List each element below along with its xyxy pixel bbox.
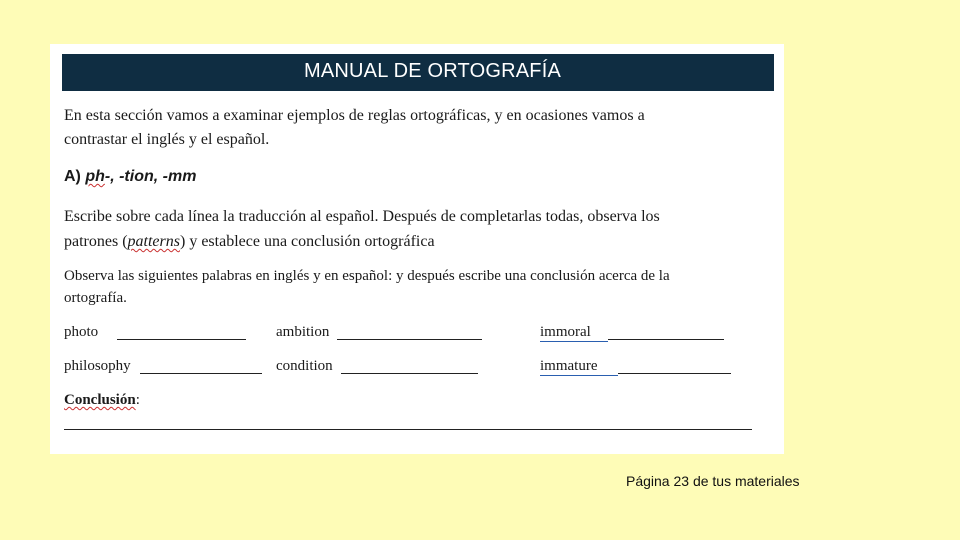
answer-line-photo[interactable] bbox=[117, 327, 246, 340]
instructions-post: ) y establece una conclusión ortográfica bbox=[179, 233, 435, 250]
observe-line-2: ortografía. bbox=[64, 290, 127, 306]
word-label: condition bbox=[276, 358, 333, 374]
instructions-pre: patrones ( bbox=[64, 233, 128, 250]
section-rest: -, -tion, -mm bbox=[104, 168, 197, 185]
conclusion-word: Conclusión bbox=[64, 392, 136, 408]
answer-line-condition[interactable] bbox=[341, 361, 478, 374]
section-prefix: A) bbox=[64, 168, 86, 185]
answer-line-ambition[interactable] bbox=[337, 327, 482, 340]
intro-line-2: contrastar el inglés y el español. bbox=[64, 131, 270, 148]
word-immoral bbox=[540, 324, 608, 342]
answer-line-immoral[interactable] bbox=[608, 327, 724, 340]
word-philosophy bbox=[64, 358, 131, 375]
instructions-line-2 bbox=[64, 229, 435, 254]
conclusion-colon: : bbox=[135, 392, 140, 408]
word-condition bbox=[276, 358, 333, 375]
word-label: ambition bbox=[276, 324, 330, 340]
word-label: photo bbox=[64, 324, 99, 340]
document-page bbox=[50, 44, 784, 454]
word-photo bbox=[64, 324, 98, 341]
word-label: philosophy bbox=[64, 358, 131, 374]
intro-line-1: En esta sección vamos a examinar ejemplos de reglas ortográficas, y en ocasiones vamos a bbox=[64, 107, 645, 124]
answer-line-immature[interactable] bbox=[618, 361, 731, 374]
word-immature bbox=[540, 358, 618, 376]
word-label: immoral bbox=[540, 324, 591, 340]
observe-line-1: Observa las siguientes palabras en inglés y en español: y después escribe una conclusión acerca de la bbox=[64, 268, 670, 284]
conclusion-answer-line[interactable] bbox=[64, 429, 752, 430]
page-reference: Página 23 de tus materiales bbox=[626, 473, 800, 489]
section-ph: ph bbox=[85, 168, 105, 185]
patterns-word: patterns bbox=[127, 233, 180, 250]
word-ambition bbox=[276, 324, 329, 341]
answer-line-philosophy[interactable] bbox=[140, 361, 262, 374]
section-heading bbox=[64, 168, 196, 186]
page-title: MANUAL DE ORTOGRAFÍA bbox=[304, 60, 562, 82]
instructions-line-1: Escribe sobre cada línea la traducción al español. Después de completarlas todas, observa los bbox=[64, 208, 660, 225]
word-label: immature bbox=[540, 358, 598, 374]
title-banner bbox=[62, 54, 774, 91]
conclusion-label bbox=[64, 392, 140, 409]
